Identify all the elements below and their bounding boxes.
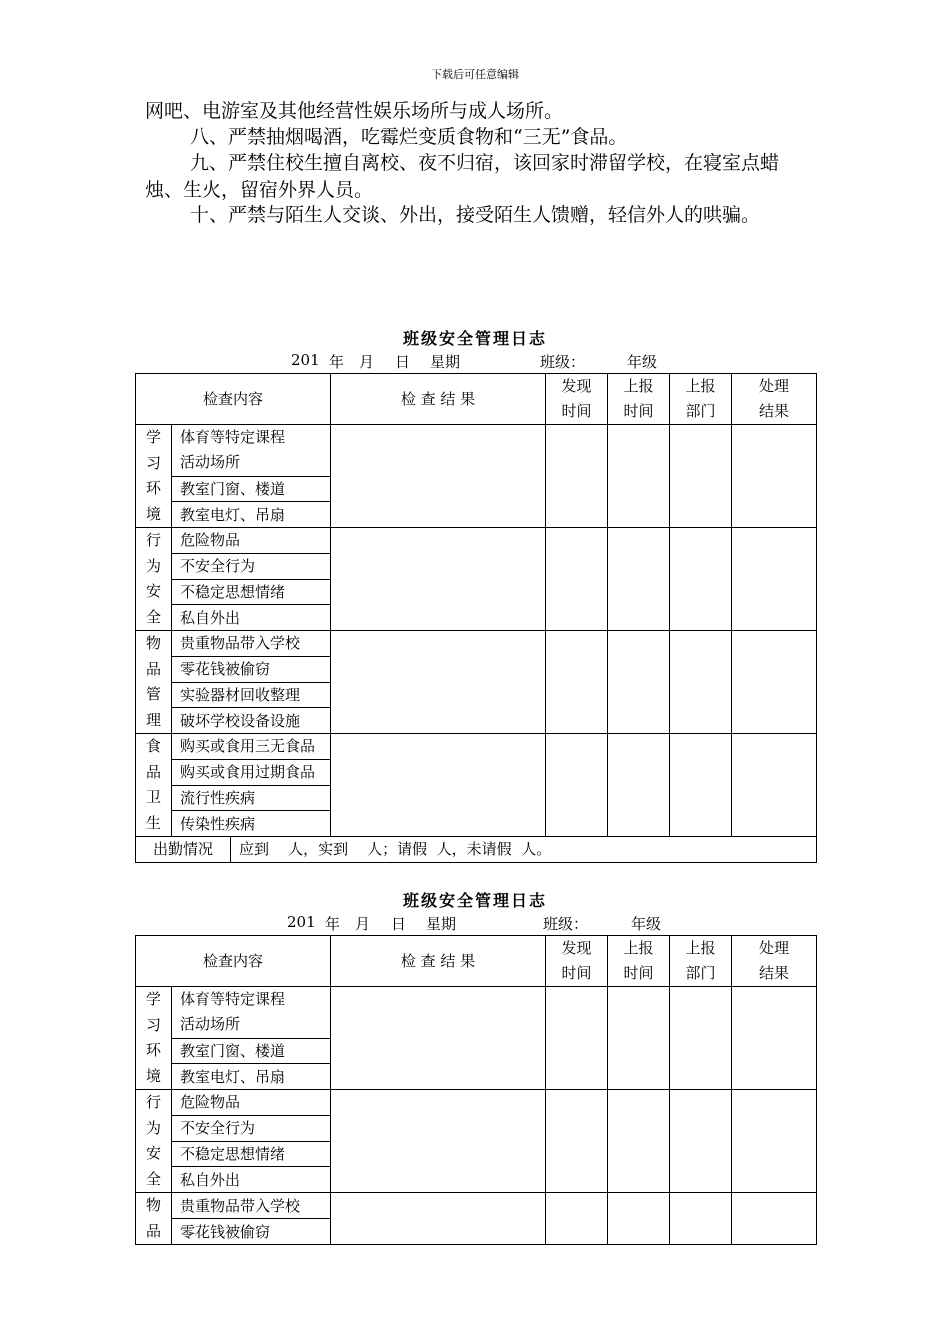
day-label: 日 [395,353,411,371]
header-report-dept: 上报 部门 [670,936,732,987]
category-study-environment: 学 习 环 境 [136,987,172,1090]
category-behavior-safety: 行 为 安 全 [136,528,172,631]
report-time-cell[interactable] [608,528,670,631]
check-item: 贵重物品带入学校 [172,1193,331,1219]
report-dept-cell[interactable] [670,1193,732,1245]
check-item: 购买或食用过期食品 [172,759,331,785]
report-time-cell[interactable] [608,1090,670,1193]
check-item: 教室门窗、楼道 [172,476,331,502]
rule-paragraph-10: 十、严禁与陌生人交谈、外出，接受陌生人馈赠，轻信外人的哄骗。 [190,204,761,226]
download-note: 下载后可任意编辑 [431,68,519,81]
handling-cell[interactable] [732,1090,817,1193]
report-time-cell[interactable] [608,987,670,1090]
check-item: 体育等特定课程 活动场所 [172,987,331,1039]
found-time-cell[interactable] [546,631,608,734]
found-time-cell[interactable] [546,1193,608,1245]
report-dept-cell[interactable] [670,734,732,837]
result-cell[interactable] [331,987,546,1090]
handling-cell[interactable] [732,987,817,1090]
check-item: 实验器材回收整理 [172,682,331,708]
result-cell[interactable] [331,528,546,631]
category-study-environment: 学 习 环 境 [136,425,172,528]
handling-cell[interactable] [732,734,817,837]
check-item: 零花钱被偷窃 [172,1219,331,1245]
category-item-management: 物 品 管 理 [136,631,172,734]
check-item: 不稳定思想情绪 [172,1141,331,1167]
header-content: 检查内容 [136,374,331,425]
category-item-management: 物 品 [136,1193,172,1245]
result-cell[interactable] [331,631,546,734]
attendance-row [136,837,817,863]
found-time-cell[interactable] [546,425,608,528]
check-item: 购买或食用三无食品 [172,734,331,760]
header-result: 检 查 结 果 [331,936,546,987]
safety-log-table [135,935,817,1245]
found-time-cell[interactable] [546,987,608,1090]
header-found-time: 发现 时间 [546,936,608,987]
grade-label: 年级 [627,353,658,371]
category-behavior-safety: 行 为 安 全 [136,1090,172,1193]
check-item: 不安全行为 [172,553,331,579]
header-handling: 处理 结果 [732,936,817,987]
report-dept-cell[interactable] [670,425,732,528]
result-cell[interactable] [331,1090,546,1193]
weekday-label: 星期 [426,915,457,933]
check-item: 危险物品 [172,1090,331,1116]
attendance-label: 出勤情况 [136,837,231,862]
report-dept-cell[interactable] [670,987,732,1090]
report-dept-cell[interactable] [670,1090,732,1193]
year-label: 年 [329,353,345,371]
check-item: 教室电灯、吊扇 [172,502,331,528]
category-food-hygiene: 食 品 卫 生 [136,734,172,837]
class-label: 班级： [540,353,586,371]
month-label: 月 [359,353,375,371]
year-prefix: 201 [291,351,320,369]
check-item: 传染性疾病 [172,811,331,837]
header-report-time: 上报 时间 [608,374,670,425]
log-title: 班级安全管理日志 [402,329,547,348]
handling-cell[interactable] [732,1193,817,1245]
month-label: 月 [355,915,371,933]
report-time-cell[interactable] [608,1193,670,1245]
year-label: 年 [325,915,341,933]
rule-paragraph-9: 九、严禁住校生擅自离校、夜不归宿，该回家时滞留学校，在寝室点蜡烛、生火，留宿外界人员。 [145,152,780,201]
safety-log-table [135,373,817,863]
handling-cell[interactable] [732,528,817,631]
header-report-dept: 上报 部门 [670,374,732,425]
report-dept-cell[interactable] [670,631,732,734]
report-time-cell[interactable] [608,631,670,734]
check-item: 私自外出 [172,1167,331,1193]
rule-paragraph-continuation: 网吧、电游室及其他经营性娱乐场所与成人场所。 [145,100,564,122]
grade-label: 年级 [631,915,662,933]
found-time-cell[interactable] [546,528,608,631]
report-time-cell[interactable] [608,734,670,837]
header-handling: 处理 结果 [732,374,817,425]
check-item: 私自外出 [172,605,331,631]
check-item: 体育等特定课程 活动场所 [172,425,331,477]
report-dept-cell[interactable] [670,528,732,631]
check-item: 零花钱被偷窃 [172,656,331,682]
report-time-cell[interactable] [608,425,670,528]
check-item: 教室电灯、吊扇 [172,1064,331,1090]
result-cell[interactable] [331,1193,546,1245]
check-item: 流行性疾病 [172,785,331,811]
check-item: 不安全行为 [172,1115,331,1141]
result-cell[interactable] [331,734,546,837]
check-item: 不稳定思想情绪 [172,579,331,605]
year-prefix: 201 [287,913,316,931]
attendance-text[interactable]: 应到 人，实到 人；请假 人，未请假 人。 [239,840,552,858]
header-content: 检查内容 [136,936,331,987]
header-found-time: 发现 时间 [546,374,608,425]
header-report-time: 上报 时间 [608,936,670,987]
handling-cell[interactable] [732,425,817,528]
weekday-label: 星期 [430,353,461,371]
check-item: 危险物品 [172,528,331,554]
rule-paragraph-8: 八、严禁抽烟喝酒，吃霉烂变质食物和“三无”食品。 [190,126,628,148]
day-label: 日 [391,915,407,933]
header-result: 检 查 结 果 [331,374,546,425]
found-time-cell[interactable] [546,1090,608,1193]
handling-cell[interactable] [732,631,817,734]
class-label: 班级： [543,915,589,933]
check-item: 破坏学校设备设施 [172,708,331,734]
check-item: 贵重物品带入学校 [172,631,331,657]
check-item: 教室门窗、楼道 [172,1038,331,1064]
log-title: 班级安全管理日志 [402,891,547,910]
found-time-cell[interactable] [546,734,608,837]
result-cell[interactable] [331,425,546,528]
